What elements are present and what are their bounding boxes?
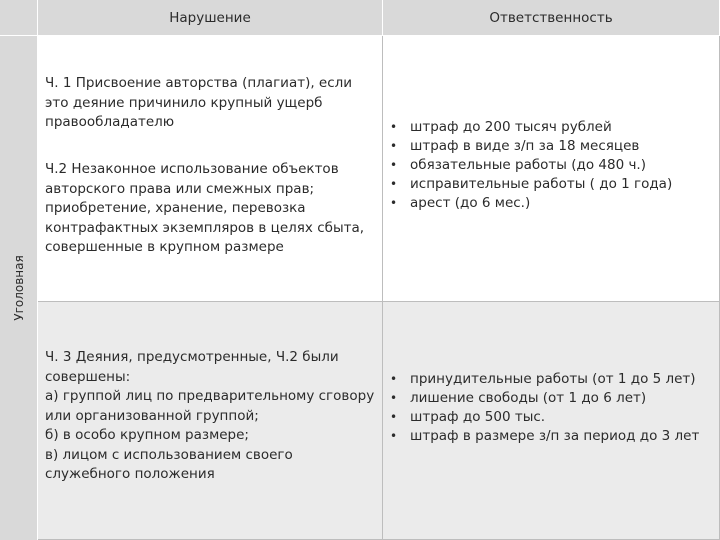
category-cell [0, 36, 38, 540]
header-responsibility: Ответственность [383, 0, 720, 36]
violation-line: в) лицом с использованием своего служебного положения [45, 446, 293, 482]
bullet-icon: • [390, 196, 398, 210]
bullet-icon: • [390, 410, 398, 424]
row1-penalty-list [388, 118, 718, 213]
bullet-icon: • [390, 391, 398, 405]
bullet-icon: • [390, 158, 398, 172]
violation-text: Ч. 1 Присвоение авторства (плагиат), если это деяние причинило крупный ущерб правообладателю [45, 75, 353, 130]
bullet-icon: • [390, 372, 398, 386]
row1-violation-part1 [45, 74, 375, 133]
header-violation: Нарушение [38, 0, 383, 36]
penalty-item: • штраф до 200 тысяч рублей [390, 119, 612, 135]
penalty-item: • обязательные работы (до 480 ч.) [390, 157, 646, 173]
row2-violation-text [45, 348, 375, 485]
row2-penalty-list [388, 370, 718, 446]
violation-line: Ч. 3 Деяния, предусмотренные, Ч.2 были совершены: [45, 349, 339, 385]
header-corner [0, 0, 38, 36]
penalty-item: • лишение свободы (от 1 до 6 лет) [390, 390, 647, 406]
row1-violation-part2 [45, 160, 375, 258]
penalty-item: • штраф в виде з/п за 18 месяцев [390, 138, 640, 154]
penalty-item: • арест (до 6 мес.) [390, 195, 531, 211]
bullet-icon: • [390, 429, 398, 443]
penalty-item: • штраф до 500 тыс. [390, 409, 546, 425]
violation-line: а) группой лиц по предварительному сговору или организованной группой; [45, 388, 375, 424]
bullet-icon: • [390, 139, 398, 153]
bullet-icon: • [390, 177, 398, 191]
penalty-item: • штраф в размере з/п за период до 3 лет [390, 428, 700, 444]
bullet-icon: • [390, 120, 398, 134]
penalty-item: • принудительные работы (от 1 до 5 лет) [390, 371, 696, 387]
category-label: Уголовная [11, 255, 26, 321]
penalty-item: • исправительные работы ( до 1 года) [390, 176, 673, 192]
violation-line: б) в особо крупном размере; [45, 427, 249, 443]
violation-text: Ч.2 Незаконное использование объектов авторского права или смежных прав; приобретение, хранение, перевозка контрафактных экземпляров в целях сбыта, совершенные в крупном размере [45, 161, 365, 255]
